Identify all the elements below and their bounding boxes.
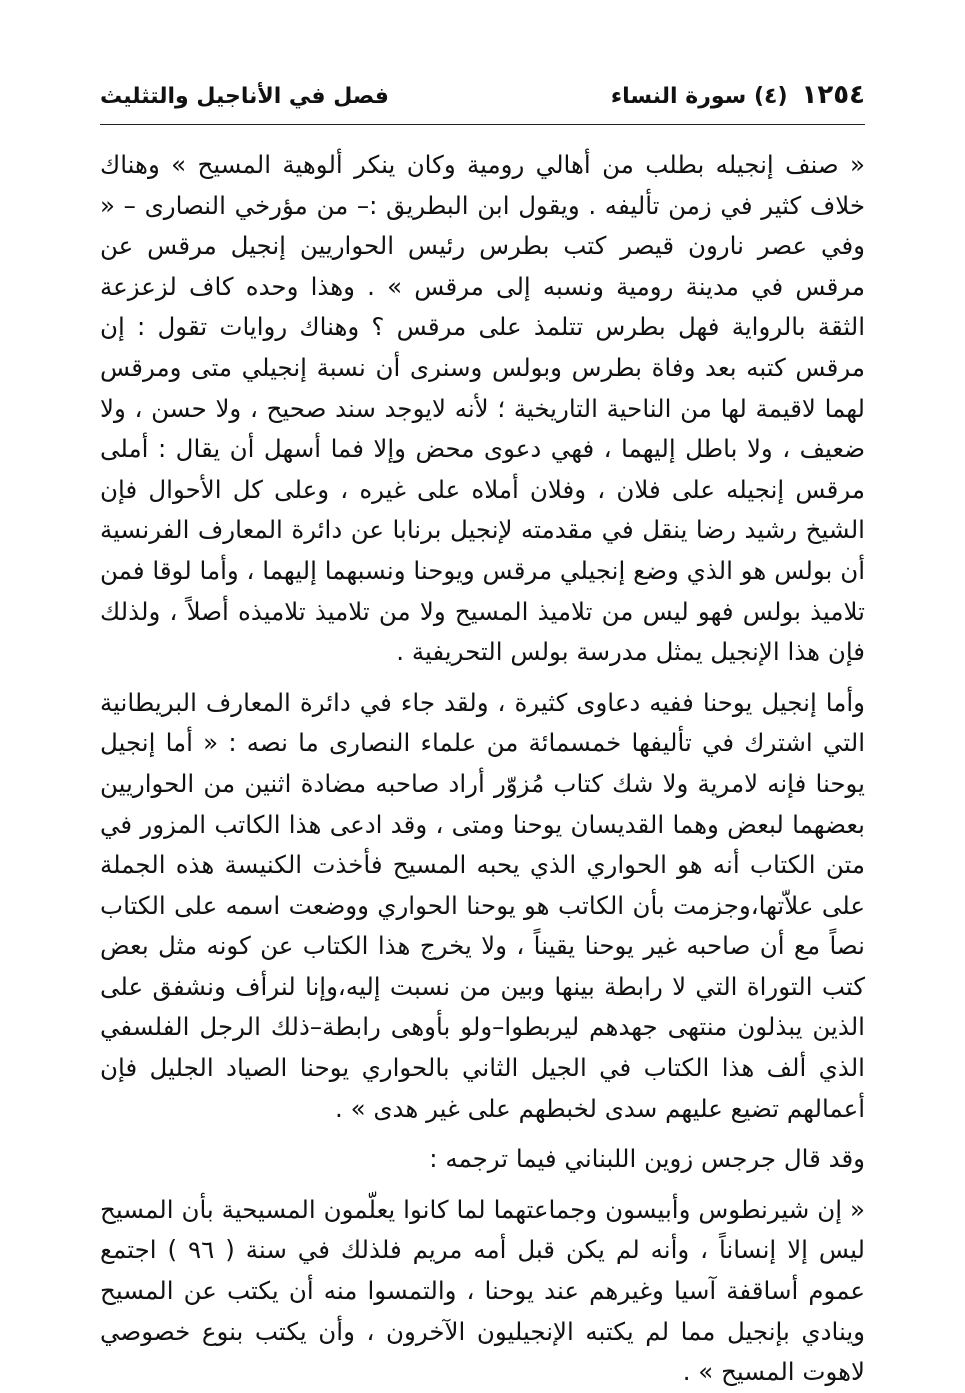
page-header bbox=[100, 80, 865, 120]
paragraph-gap bbox=[100, 673, 865, 683]
paragraph-2: وأما إنجيل يوحنا ففيه دعاوى كثيرة ، ولقد جاء في دائرة المعارف البريطانية التي اشترك في تأليفها خمسمائة من علماء النصارى ما نصه : « أما إنجيل يوحنا فإنه لامرية ولا شك كتاب مُزوّر أراد صاحبه مضادة اثنين من الحواريين بعضهما لبعض وهما القديسان يوحنا ومتى ، وقد ادعى هذا الكاتب المزور في متن الكتاب أنه هو الحواري الذي يحبه المسيح فأخذت الكنيسة هذه الجملة على علاّتها،وجزمت بأن الكاتب هو يوحنا الحواري ووضعت اسمه على الكتاب نصاً مع أن صاحبه غير يوحنا يقيناً ، ولا يخرج هذا الكتاب عن كونه مثل بعض كتب التوراة التي لا رابطة بينها وبين من نسبت إليه،وإنا لنرأف ونشفق على الذين يبذلون منتهى جهدهم ليربطوا–ولو بأوهى رابطة–ذلك الرجل الفلسفي الذي ألف هذا الكتاب في الجيل الثاني بالحواري يوحنا الصياد الجليل فإن أعمالهم تضيع عليهم سدى لخبطهم على غير هدى » . bbox=[100, 687, 865, 1123]
page-number: ١٢٥٤ bbox=[801, 80, 865, 110]
header-rule bbox=[100, 124, 865, 125]
paragraph-1: « صنف إنجيله بطلب من أهالي رومية وكان ينكر ألوهية المسيح » وهناك خلاف كثير في زمن تأليفه . ويقول ابن البطريق :– من مؤرخي النصارى – « وفي عصر نارون قيصر كتب بطرس رئيس الحواريين إنجيل مرقس عن مرقس في مدينة رومية ونسبه إلى مرقس » . وهذا وحده كاف لزعزعة الثقة بالرواية فهل بطرس تتلمذ على مرقس ؟ وهناك روايات تقول : إن مرقس كتبه بعد وفاة بطرس وبولس وسنرى أن نسبة إنجيلي متى ومرقس لهما لاقيمة لها من الناحية التاريخية ؛ لأنه لايوجد سند صحيح ، ولا حسن ، ولا ضعيف ، ولا باطل إليهما ، فهي دعوى محض وإلا فما أسهل أن يقال : أملى مرقس إنجيله على فلان ، وفلان أملاه على غيره ، وعلى كل الأحوال فإن الشيخ رشيد رضا ينقل في مقدمته لإنجيل برنابا عن دائرة المعارف الفرنسية أن بولس هو الذي وضع إنجيلي مرقس ويوحنا ونسبهما إليهما ، وأما لوقا فمن تلاميذ بولس فهو ليس من تلاميذ المسيح ولا من تلاميذ تلاميذه أصلاً ، ولذلك فإن هذا الإنجيل يمثل مدرسة بولس التحريفية . bbox=[100, 150, 865, 667]
paragraph-gap bbox=[100, 1180, 865, 1190]
paragraph-4: « إن شيرنطوس وأبيسون وجماعتهما لما كانوا يعلّمون المسيحية بأن المسيح ليس إلا إنساناً ، وأنه لم يكن قبل أمه مريم فلذلك في سنة ( ٩٦ ) اجتمع عموم أساقفة آسيا وغيرهم عند يوحنا ، والتمسوا منه أن يكتب عن المسيح وينادي بإنجيل مما لم يكتبه الإنجيليون الآخرون ، وأن يكتب بنوع خصوصي لاهوت المسيح » . bbox=[100, 1194, 866, 1387]
paragraph-3: وقد قال جرجس زوين اللبناني فيما ترجمه : bbox=[429, 1144, 865, 1174]
section-title: فصل في الأناجيل والتثليث bbox=[100, 84, 389, 109]
paragraph-gap bbox=[100, 1129, 865, 1139]
header-right bbox=[611, 80, 865, 110]
sura-label: (٤) سورة النساء bbox=[610, 84, 788, 109]
